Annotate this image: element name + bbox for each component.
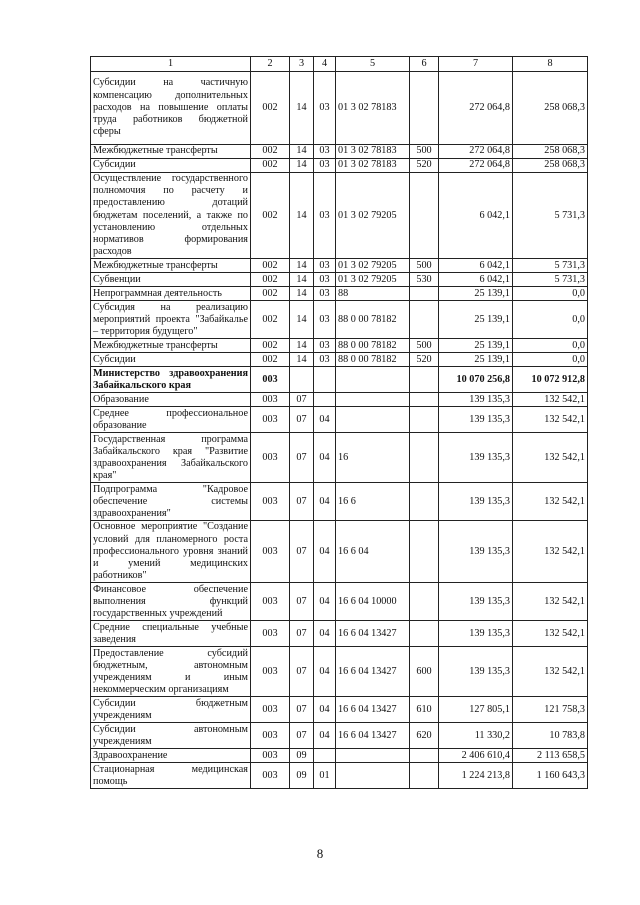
section-code-cell: 07 <box>290 621 314 647</box>
target-article-cell: 01 3 02 79205 <box>336 173 410 259</box>
target-article-cell: 88 0 00 78182 <box>336 301 410 339</box>
department-code-cell: 002 <box>251 273 290 287</box>
amount-year2-cell: 132 542,1 <box>513 647 588 697</box>
amount-year2-cell: 132 542,1 <box>513 407 588 433</box>
amount-year1-cell: 272 064,8 <box>439 159 513 173</box>
item-name-cell: Стационарная медицинская помощь <box>91 763 251 789</box>
subsection-code-cell: 03 <box>314 339 336 353</box>
item-name-cell: Предоставление субсидий бюджетным, автономным учреждениям и иным некоммерческим организациям <box>91 647 251 697</box>
table-row <box>91 173 588 259</box>
item-name-cell: Субсидии на частичную компенсацию дополнительных расходов на повышение оплаты труда работников бюджетной сферы <box>91 72 251 145</box>
target-article-cell <box>336 407 410 433</box>
table-row <box>91 287 588 301</box>
department-code-cell: 003 <box>251 521 290 583</box>
subsection-code-cell: 03 <box>314 259 336 273</box>
item-name-cell: Непрограммная деятельность <box>91 287 251 301</box>
department-code-cell: 002 <box>251 159 290 173</box>
amount-year1-cell: 25 139,1 <box>439 353 513 367</box>
amount-year2-cell: 258 068,3 <box>513 145 588 159</box>
expense-type-cell: 610 <box>410 697 439 723</box>
amount-year2-cell: 132 542,1 <box>513 483 588 521</box>
department-code-cell: 002 <box>251 259 290 273</box>
section-code-cell: 14 <box>290 259 314 273</box>
department-code-cell: 002 <box>251 72 290 145</box>
section-code-cell: 14 <box>290 145 314 159</box>
subsection-code-cell: 04 <box>314 583 336 621</box>
expense-type-cell <box>410 521 439 583</box>
amount-year1-cell: 139 135,3 <box>439 393 513 407</box>
header-cell: 5 <box>336 57 410 72</box>
target-article-cell <box>336 763 410 789</box>
item-name-cell: Основное мероприятие "Создание условий для планомерного роста профессионального уровня знаний и умений медицинских работников" <box>91 521 251 583</box>
amount-year2-cell: 2 113 658,5 <box>513 749 588 763</box>
expense-type-cell <box>410 483 439 521</box>
target-article-cell: 16 6 04 13427 <box>336 723 410 749</box>
department-code-cell: 003 <box>251 723 290 749</box>
department-code-cell: 003 <box>251 763 290 789</box>
table-row <box>91 697 588 723</box>
amount-year2-cell: 1 160 643,3 <box>513 763 588 789</box>
subsection-code-cell: 04 <box>314 647 336 697</box>
amount-year1-cell: 272 064,8 <box>439 145 513 159</box>
target-article-cell: 01 3 02 78183 <box>336 72 410 145</box>
amount-year1-cell: 139 135,3 <box>439 521 513 583</box>
target-article-cell: 01 3 02 78183 <box>336 145 410 159</box>
target-article-cell: 88 <box>336 287 410 301</box>
amount-year2-cell: 5 731,3 <box>513 259 588 273</box>
subsection-code-cell: 04 <box>314 723 336 749</box>
table-row <box>91 407 588 433</box>
amount-year1-cell: 139 135,3 <box>439 483 513 521</box>
section-code-cell: 14 <box>290 301 314 339</box>
expense-type-cell <box>410 287 439 301</box>
expense-type-cell <box>410 72 439 145</box>
section-code-cell: 14 <box>290 287 314 301</box>
table-row <box>91 647 588 697</box>
department-code-cell: 002 <box>251 301 290 339</box>
table-row <box>91 301 588 339</box>
amount-year1-cell: 1 224 213,8 <box>439 763 513 789</box>
section-code-cell: 14 <box>290 159 314 173</box>
target-article-cell: 16 6 04 13427 <box>336 621 410 647</box>
subsection-code-cell: 04 <box>314 521 336 583</box>
target-article-cell <box>336 749 410 763</box>
subsection-code-cell: 03 <box>314 145 336 159</box>
amount-year1-cell: 25 139,1 <box>439 287 513 301</box>
item-name-cell: Финансовое обеспечение выполнения функций государственных учреждений <box>91 583 251 621</box>
table-row <box>91 483 588 521</box>
department-code-cell: 003 <box>251 621 290 647</box>
amount-year1-cell: 139 135,3 <box>439 647 513 697</box>
department-code-cell: 002 <box>251 145 290 159</box>
subsection-code-cell: 04 <box>314 407 336 433</box>
table-row <box>91 72 588 145</box>
section-code-cell: 14 <box>290 353 314 367</box>
amount-year2-cell: 0,0 <box>513 301 588 339</box>
amount-year2-cell: 0,0 <box>513 339 588 353</box>
table-row <box>91 763 588 789</box>
table-row <box>91 367 588 393</box>
section-code-cell: 07 <box>290 433 314 483</box>
subsection-code-cell <box>314 749 336 763</box>
expense-type-cell <box>410 301 439 339</box>
section-code-cell: 07 <box>290 521 314 583</box>
amount-year1-cell: 127 805,1 <box>439 697 513 723</box>
expense-type-cell <box>410 621 439 647</box>
expense-type-cell <box>410 367 439 393</box>
subsection-code-cell: 03 <box>314 353 336 367</box>
expense-type-cell: 520 <box>410 159 439 173</box>
department-code-cell: 003 <box>251 367 290 393</box>
item-name-cell: Субвенции <box>91 273 251 287</box>
section-code-cell: 07 <box>290 583 314 621</box>
subsection-code-cell: 03 <box>314 72 336 145</box>
subsection-code-cell <box>314 393 336 407</box>
amount-year2-cell: 10 072 912,8 <box>513 367 588 393</box>
expense-type-cell: 520 <box>410 353 439 367</box>
table-row <box>91 621 588 647</box>
item-name-cell: Средние специальные учебные заведения <box>91 621 251 647</box>
department-code-cell: 003 <box>251 647 290 697</box>
subsection-code-cell: 04 <box>314 433 336 483</box>
target-article-cell: 01 3 02 79205 <box>336 259 410 273</box>
target-article-cell: 16 6 04 10000 <box>336 583 410 621</box>
item-name-cell: Осуществление государственного полномочия по расчету и предоставлению дотаций бюджетам поселений, а также по установлению отдельных нормативов формирования расходов <box>91 173 251 259</box>
section-code-cell: 14 <box>290 72 314 145</box>
table-row <box>91 145 588 159</box>
section-code-cell: 14 <box>290 273 314 287</box>
amount-year2-cell: 258 068,3 <box>513 159 588 173</box>
header-cell: 8 <box>513 57 588 72</box>
header-cell: 6 <box>410 57 439 72</box>
department-code-cell: 003 <box>251 393 290 407</box>
amount-year2-cell: 132 542,1 <box>513 433 588 483</box>
section-code-cell: 07 <box>290 393 314 407</box>
section-code-cell: 07 <box>290 483 314 521</box>
subsection-code-cell: 01 <box>314 763 336 789</box>
header-cell: 1 <box>91 57 251 72</box>
department-code-cell: 002 <box>251 353 290 367</box>
department-code-cell: 003 <box>251 697 290 723</box>
amount-year2-cell: 132 542,1 <box>513 393 588 407</box>
subsection-code-cell: 03 <box>314 301 336 339</box>
expense-type-cell <box>410 173 439 259</box>
table-row <box>91 273 588 287</box>
item-name-cell: Межбюджетные трансферты <box>91 339 251 353</box>
department-code-cell: 002 <box>251 173 290 259</box>
section-code-cell: 07 <box>290 647 314 697</box>
target-article-cell: 16 6 <box>336 483 410 521</box>
target-article-cell: 88 0 00 78182 <box>336 339 410 353</box>
header-cell: 2 <box>251 57 290 72</box>
amount-year2-cell: 0,0 <box>513 287 588 301</box>
subsection-code-cell: 03 <box>314 273 336 287</box>
expense-type-cell <box>410 749 439 763</box>
expense-type-cell <box>410 583 439 621</box>
amount-year1-cell: 139 135,3 <box>439 433 513 483</box>
amount-year1-cell: 25 139,1 <box>439 301 513 339</box>
amount-year2-cell: 5 731,3 <box>513 273 588 287</box>
budget-table <box>90 56 588 789</box>
item-name-cell: Субсидия на реализацию мероприятий проекта "Забайкалье – территория будущего" <box>91 301 251 339</box>
target-article-cell: 16 6 04 13427 <box>336 697 410 723</box>
item-name-cell: Межбюджетные трансферты <box>91 259 251 273</box>
item-name-cell: Среднее профессиональное образование <box>91 407 251 433</box>
expense-type-cell <box>410 763 439 789</box>
table-row <box>91 723 588 749</box>
item-name-cell: Государственная программа Забайкальского края "Развитие здравоохранения Забайкальского края" <box>91 433 251 483</box>
expense-type-cell <box>410 433 439 483</box>
section-code-cell <box>290 367 314 393</box>
amount-year1-cell: 6 042,1 <box>439 173 513 259</box>
table-row <box>91 339 588 353</box>
department-code-cell: 003 <box>251 407 290 433</box>
section-code-cell: 14 <box>290 173 314 259</box>
section-code-cell: 07 <box>290 407 314 433</box>
amount-year2-cell: 258 068,3 <box>513 72 588 145</box>
table-row <box>91 393 588 407</box>
table-row <box>91 353 588 367</box>
target-article-cell: 01 3 02 79205 <box>336 273 410 287</box>
department-code-cell: 003 <box>251 483 290 521</box>
subsection-code-cell: 04 <box>314 483 336 521</box>
table-row <box>91 159 588 173</box>
expense-type-cell: 620 <box>410 723 439 749</box>
target-article-cell: 01 3 02 78183 <box>336 159 410 173</box>
amount-year1-cell: 139 135,3 <box>439 407 513 433</box>
subsection-code-cell: 03 <box>314 159 336 173</box>
department-code-cell: 003 <box>251 433 290 483</box>
expense-type-cell <box>410 393 439 407</box>
table-row <box>91 749 588 763</box>
amount-year1-cell: 139 135,3 <box>439 621 513 647</box>
item-name-cell: Субсидии <box>91 353 251 367</box>
expense-type-cell: 600 <box>410 647 439 697</box>
amount-year2-cell: 5 731,3 <box>513 173 588 259</box>
expense-type-cell: 500 <box>410 339 439 353</box>
section-code-cell: 09 <box>290 763 314 789</box>
department-code-cell: 002 <box>251 339 290 353</box>
header-row <box>91 57 588 72</box>
amount-year1-cell: 272 064,8 <box>439 72 513 145</box>
item-name-cell: Субсидии бюджетным учреждениям <box>91 697 251 723</box>
item-name-cell: Образование <box>91 393 251 407</box>
amount-year1-cell: 11 330,2 <box>439 723 513 749</box>
amount-year2-cell: 132 542,1 <box>513 621 588 647</box>
amount-year2-cell: 0,0 <box>513 353 588 367</box>
amount-year2-cell: 132 542,1 <box>513 583 588 621</box>
amount-year1-cell: 2 406 610,4 <box>439 749 513 763</box>
amount-year1-cell: 10 070 256,8 <box>439 367 513 393</box>
item-name-cell: Субсидии автономным учреждениям <box>91 723 251 749</box>
target-article-cell: 88 0 00 78182 <box>336 353 410 367</box>
header-cell: 7 <box>439 57 513 72</box>
item-name-cell: Подпрограмма "Кадровое обеспечение системы здравоохранения" <box>91 483 251 521</box>
amount-year1-cell: 6 042,1 <box>439 273 513 287</box>
department-code-cell: 002 <box>251 287 290 301</box>
subsection-code-cell: 03 <box>314 173 336 259</box>
amount-year2-cell: 132 542,1 <box>513 521 588 583</box>
amount-year1-cell: 6 042,1 <box>439 259 513 273</box>
table-row <box>91 259 588 273</box>
target-article-cell: 16 6 04 <box>336 521 410 583</box>
expense-type-cell: 500 <box>410 259 439 273</box>
expense-type-cell <box>410 407 439 433</box>
item-name-cell: Здравоохранение <box>91 749 251 763</box>
target-article-cell <box>336 393 410 407</box>
header-cell: 4 <box>314 57 336 72</box>
subsection-code-cell: 03 <box>314 287 336 301</box>
section-code-cell: 07 <box>290 697 314 723</box>
section-code-cell: 09 <box>290 749 314 763</box>
amount-year1-cell: 25 139,1 <box>439 339 513 353</box>
header-cell: 3 <box>290 57 314 72</box>
item-name-cell: Субсидии <box>91 159 251 173</box>
department-code-cell: 003 <box>251 749 290 763</box>
amount-year2-cell: 121 758,3 <box>513 697 588 723</box>
subsection-code-cell: 04 <box>314 697 336 723</box>
department-code-cell: 003 <box>251 583 290 621</box>
target-article-cell <box>336 367 410 393</box>
expense-type-cell: 500 <box>410 145 439 159</box>
expense-type-cell: 530 <box>410 273 439 287</box>
table-row <box>91 433 588 483</box>
subsection-code-cell <box>314 367 336 393</box>
item-name-cell: Министерство здравоохранения Забайкальского края <box>91 367 251 393</box>
amount-year2-cell: 10 783,8 <box>513 723 588 749</box>
page-number: 8 <box>316 846 324 861</box>
target-article-cell: 16 <box>336 433 410 483</box>
section-code-cell: 14 <box>290 339 314 353</box>
amount-year1-cell: 139 135,3 <box>439 583 513 621</box>
subsection-code-cell: 04 <box>314 621 336 647</box>
section-code-cell: 07 <box>290 723 314 749</box>
item-name-cell: Межбюджетные трансферты <box>91 145 251 159</box>
table-row <box>91 521 588 583</box>
table-row <box>91 583 588 621</box>
target-article-cell: 16 6 04 13427 <box>336 647 410 697</box>
